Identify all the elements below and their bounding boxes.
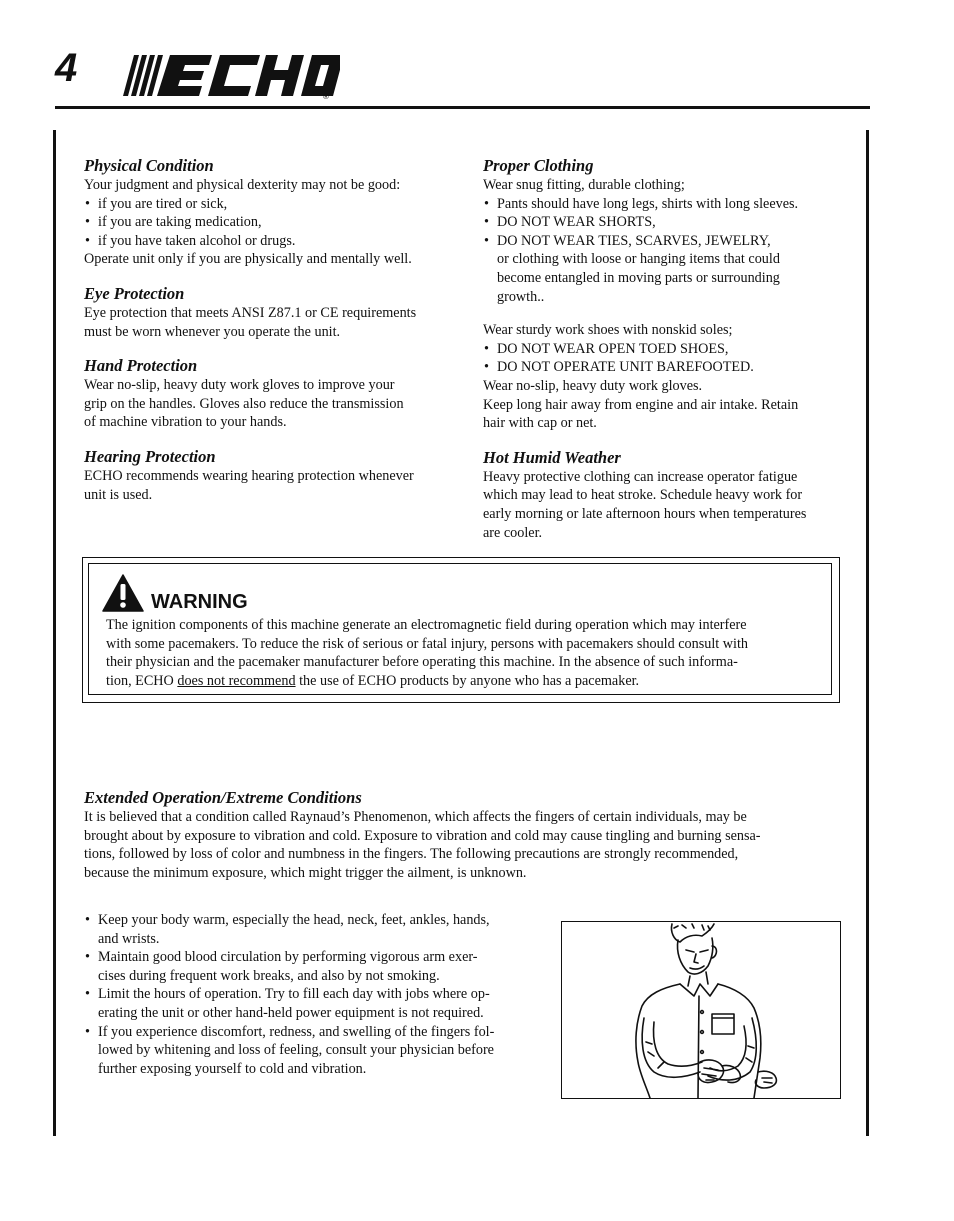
section-title: Hand Protection <box>84 356 198 376</box>
man-rubbing-hands-drawing <box>562 922 841 1099</box>
section-outro: Operate unit only if you are physically and mentally well. <box>84 251 412 268</box>
left-column <box>84 156 456 519</box>
list-item-line: become entangled in moving parts or surrounding <box>497 269 780 286</box>
body-line: Heavy protective clothing can increase operator fatigue <box>483 468 798 485</box>
list-item <box>84 911 536 948</box>
section-hearing-protection <box>84 447 456 504</box>
page-number: 4 <box>55 46 78 90</box>
warning-line: with some pacemakers. To reduce the risk of serious or fatal injury, persons with pacemakers should consult with <box>106 635 749 652</box>
list-item: • if you are tired or sick, <box>84 195 456 214</box>
body-line: brought about by exposure to vibration and cold. Exposure to vibration and cold may cause tingling and burning sensa- <box>84 827 761 844</box>
body-line: must be worn whenever you operate the unit. <box>84 323 341 340</box>
list-item <box>84 948 536 985</box>
body-line: Eye protection that meets ANSI Z87.1 or CE requirements <box>84 304 417 321</box>
list-item-line: • DO NOT WEAR TIES, SCARVES, JEWELRY, <box>497 232 771 249</box>
list-item-line: • Keep your body warm, especially the head, neck, feet, ankles, hands, <box>98 912 490 928</box>
list-item: • if you have taken alcohol or drugs. <box>84 232 456 251</box>
section-title: Extended Operation/Extreme Conditions <box>84 788 362 807</box>
body-line: ECHO recommends wearing hearing protection whenever <box>84 467 414 484</box>
bullet-list <box>483 340 843 377</box>
section-hand-protection <box>84 356 456 432</box>
section-intro: Your judgment and physical dexterity may not be good: <box>84 177 401 193</box>
body-line: are cooler. <box>483 524 543 541</box>
list-item: • DO NOT OPERATE UNIT BAREFOOTED. <box>483 358 843 377</box>
underlined-emphasis: does not recommend <box>177 672 296 689</box>
bullet-list <box>84 911 536 1078</box>
list-item-line: erating the unit or other hand-held power equipment is not required. <box>98 1004 484 1021</box>
body-line: Keep long hair away from engine and air intake. Retain <box>483 396 799 413</box>
list-item-line: • Limit the hours of operation. Try to fill each day with jobs where op- <box>98 986 490 1003</box>
right-margin-rule <box>866 130 869 1136</box>
header-rule <box>55 106 870 109</box>
section-physical-condition <box>84 156 456 269</box>
list-item-line: or clothing with loose or hanging items that could <box>497 251 780 268</box>
section-hot-humid-weather <box>483 448 843 542</box>
bullet-list <box>483 195 843 307</box>
list-item-line: and wrists. <box>98 930 160 947</box>
warning-line: The ignition components of this machine generate an electromagnetic field during operation which may interfere <box>106 617 747 633</box>
list-item-line: further exposing yourself to cold and vibration. <box>98 1060 367 1077</box>
gloves-line: Wear no-slip, heavy duty work gloves. <box>483 377 703 394</box>
echo-logo <box>120 52 340 100</box>
warning-text-segment: the use of ECHO products by anyone who has a pacemaker. <box>295 672 640 689</box>
warning-line <box>106 672 822 691</box>
list-item-line: • If you experience discomfort, redness, and swelling of the fingers fol- <box>98 1023 495 1040</box>
section-title: Hearing Protection <box>84 446 216 466</box>
precautions-list <box>84 911 536 1078</box>
body-line: It is believed that a condition called Raynaud’s Phenomenon, which affects the fingers of certain individuals, may be <box>84 809 747 825</box>
left-margin-rule <box>53 130 56 1136</box>
hands-illustration <box>561 921 841 1099</box>
section-title: Eye Protection <box>84 283 185 303</box>
warning-text-segment: tion, ECHO <box>106 672 178 689</box>
list-item: • Pants should have long legs, shirts with long sleeves. <box>483 195 843 214</box>
registered-mark: ® <box>323 92 329 100</box>
body-line: tions, followed by loss of color and numbness in the fingers. The following precautions are strongly recommended, <box>84 846 739 863</box>
section-intro: Wear snug fitting, durable clothing; <box>483 177 685 193</box>
warning-title: WARNING <box>151 591 248 613</box>
body-line: unit is used. <box>84 486 153 503</box>
list-item-line: growth.. <box>497 288 545 305</box>
warning-triangle-icon <box>102 574 144 612</box>
section-extended-operation <box>84 788 836 882</box>
list-item: • DO NOT WEAR SHORTS, <box>483 213 843 232</box>
body-line: grip on the handles. Gloves also reduce the transmission <box>84 395 404 412</box>
list-item-line: cises during frequent work breaks, and also by not smoking. <box>98 967 440 984</box>
shoes-intro: Wear sturdy work shoes with nonskid soles; <box>483 322 733 339</box>
section-eye-protection <box>84 284 456 341</box>
body-line: which may lead to heat stroke. Schedule heavy work for <box>483 487 803 504</box>
body-line: early morning or late afternoon hours when temperatures <box>483 505 807 522</box>
section-title: Proper Clothing <box>483 156 594 175</box>
section-title: Physical Condition <box>84 156 214 175</box>
right-column <box>483 156 843 557</box>
body-line: of machine vibration to your hands. <box>84 414 287 431</box>
body-line: Wear no-slip, heavy duty work gloves to improve your <box>84 377 395 394</box>
bullet-list <box>84 195 456 251</box>
list-item-line: • Maintain good blood circulation by performing vigorous arm exer- <box>98 949 478 966</box>
body-line: hair with cap or net. <box>483 415 597 432</box>
body-line: because the minimum exposure, which might trigger the ailment, is unknown. <box>84 864 527 881</box>
warning-line: their physician and the pacemaker manufacturer before operating this machine. In the absence of such informa- <box>106 654 738 671</box>
section-title: Hot Humid Weather <box>483 447 621 467</box>
list-item: • DO NOT WEAR OPEN TOED SHOES, <box>483 340 843 359</box>
warning-text <box>106 616 822 690</box>
list-item <box>84 985 536 1022</box>
list-item <box>483 232 843 306</box>
list-item: • if you are taking medication, <box>84 213 456 232</box>
section-proper-clothing <box>483 156 843 433</box>
list-item <box>84 1023 536 1079</box>
list-item-line: lowed by whitening and loss of feeling, consult your physician before <box>98 1042 494 1059</box>
